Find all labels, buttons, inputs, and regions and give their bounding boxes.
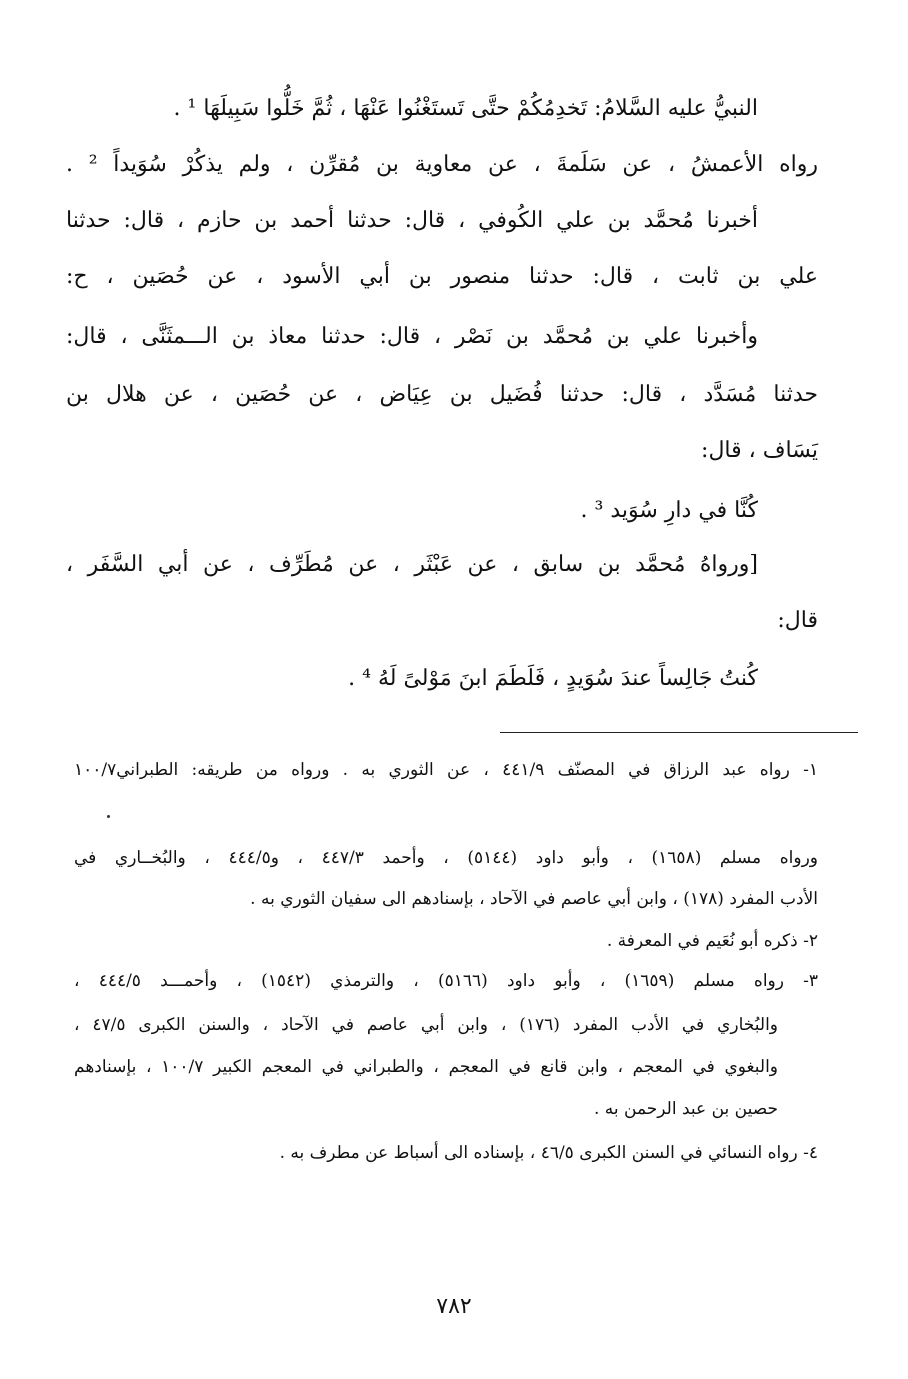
footnote-line: ٣- رواه مسلم (١٦٥٩) ، وأبو داود (٥١٦٦) ، والترمذي (١٥٤٢) ، وأحمـــد ٤٤٤/٥ ، (74, 971, 819, 991)
footnote-line: الأدب المفرد (١٧٨) ، وابن أبي عاصم في الآحاد ، بإسنادهم الى سفيان الثوري به . (250, 889, 818, 909)
text-line: رواه الأعمشُ ، عن سَلَمةَ ، عن معاوية بن مُقرِّن ، ولم يذكُرْ سُوَيداً ² . (66, 152, 818, 177)
text-line: [ورواهُ مُحمَّد بن سابق ، عن عَبْثَر ، عن مُطَرِّف ، عن أبي السَّفَر ، (66, 552, 758, 577)
footnote-separator (500, 732, 858, 733)
footnote-line: ٤- رواه النسائي في السنن الكبرى ٤٦/٥ ، بإسناده الى أسباط عن مطرف به . (279, 1143, 818, 1163)
footnote-line: ورواه مسلم (١٦٥٨) ، وأبو داود (٥١٤٤) ، وأحمد ٤٤٧/٣ ، و٤٤٤/٥ ، والبُخــاري في (74, 848, 818, 868)
text-line: كُنَّا في دارِ سُوَيد ³ . (580, 498, 758, 523)
stray-dot (107, 815, 110, 818)
text-line: وأخبرنا علي بن مُحمَّد بن نَصْر ، قال: حدثنا معاذ بن الـــمثَنَّى ، قال: (66, 324, 758, 349)
page-number: ٧٨٢ (436, 1294, 472, 1319)
text-line: النبيُّ عليه السَّلامُ: تَخدِمُكُمْ حتَّى تَستَغْنُوا عَنْهَا ، ثُمَّ خَلُّوا سَبِيلَهَا ¹ . (173, 96, 758, 121)
text-line: حدثنا مُسَدَّد ، قال: حدثنا فُضَيل بن عِيَاض ، عن حُصَين ، عن هلال بن (66, 382, 818, 407)
footnote-line: والبُخاري في الأدب المفرد (١٧٦) ، وابن أبي عاصم في الآحاد ، والسنن الكبرى ٤٧/٥ ، (74, 1015, 779, 1035)
footnote-line: حصين بن عبد الرحمن به . (593, 1099, 778, 1119)
footnote-line: ١- رواه عبد الرزاق في المصنّف ٤٤١/٩ ، عن الثوري به . ورواه من طريقه: الطبراني١٠٠/٧ (74, 760, 818, 780)
footnote-line: ٢- ذكره أبو نُعَيم في المعرفة . (606, 931, 818, 951)
text-line: كُنتُ جَالِساً عندَ سُوَيدٍ ، فَلَطَمَ ابنَ مَوْلىً لَهُ ⁴ . (348, 666, 758, 691)
footnote-line: والبغوي في المعجم ، وابن قانع في المعجم ، والطبراني في المعجم الكبير ١٠٠/٧ ، بإسنادهم (74, 1057, 779, 1077)
text-line: أخبرنا مُحمَّد بن علي الكُوفي ، قال: حدثنا أحمد بن حازم ، قال: حدثنا (66, 208, 758, 233)
text-line: علي بن ثابت ، قال: حدثنا منصور بن أبي الأسود ، عن حُصَين ، ح: (66, 264, 818, 289)
text-line: يَسَاف ، قال: (701, 438, 818, 463)
text-line: قال: (777, 608, 818, 633)
